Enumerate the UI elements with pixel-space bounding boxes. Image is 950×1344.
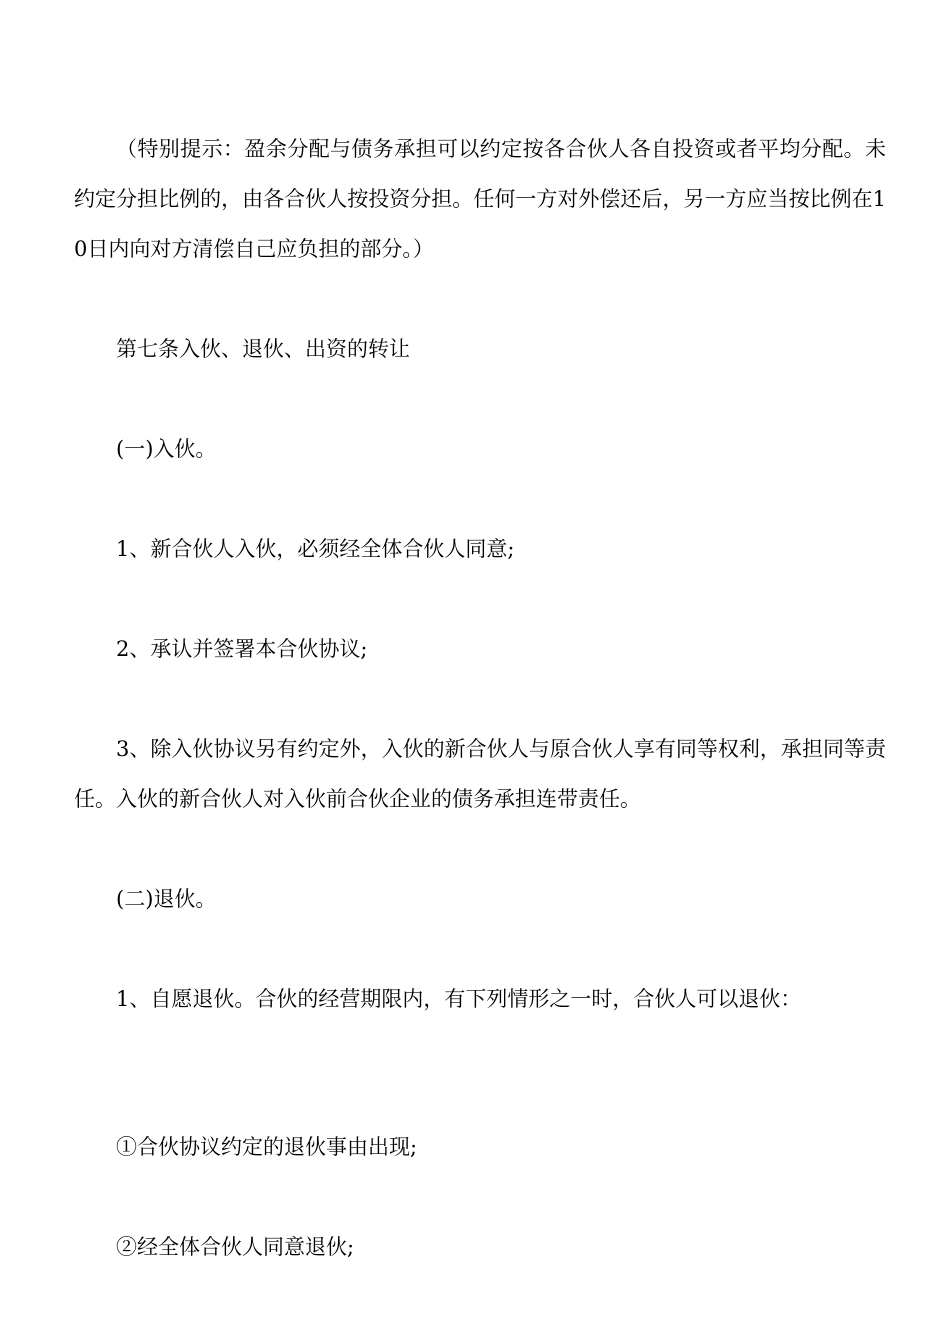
article-seven-heading: 第七条入伙、退伙、出资的转让 — [116, 337, 410, 361]
section-one-heading: (一)入伙。 — [116, 437, 217, 461]
withdraw-condition-2: ②经全体合伙人同意退伙; — [116, 1235, 355, 1259]
join-item-2: 2、承认并签署本合伙协议; — [116, 637, 368, 661]
special-note-paragraph: （特别提示：盈余分配与债务承担可以约定按各合伙人各自投资或者平均分配。未约定分担比例的，由各合伙人按投资分担。任何一方对外偿还后，另一方应当按比例在10日内向对方清偿自己应负担的部分。） — [74, 137, 886, 261]
join-item-1: 1、新合伙人入伙，必须经全体合伙人同意; — [116, 537, 515, 561]
section-two-heading: (二)退伙。 — [116, 887, 217, 911]
join-item-3: 3、除入伙协议另有约定外，入伙的新合伙人与原合伙人享有同等权利，承担同等责任。入伙的新合伙人对入伙前合伙企业的债务承担连带责任。 — [74, 737, 886, 811]
withdraw-condition-1: ①合伙协议约定的退伙事由出现; — [116, 1135, 418, 1159]
withdraw-item-1: 1、自愿退伙。合伙的经营期限内，有下列情形之一时，合伙人可以退伙： — [116, 987, 802, 1011]
